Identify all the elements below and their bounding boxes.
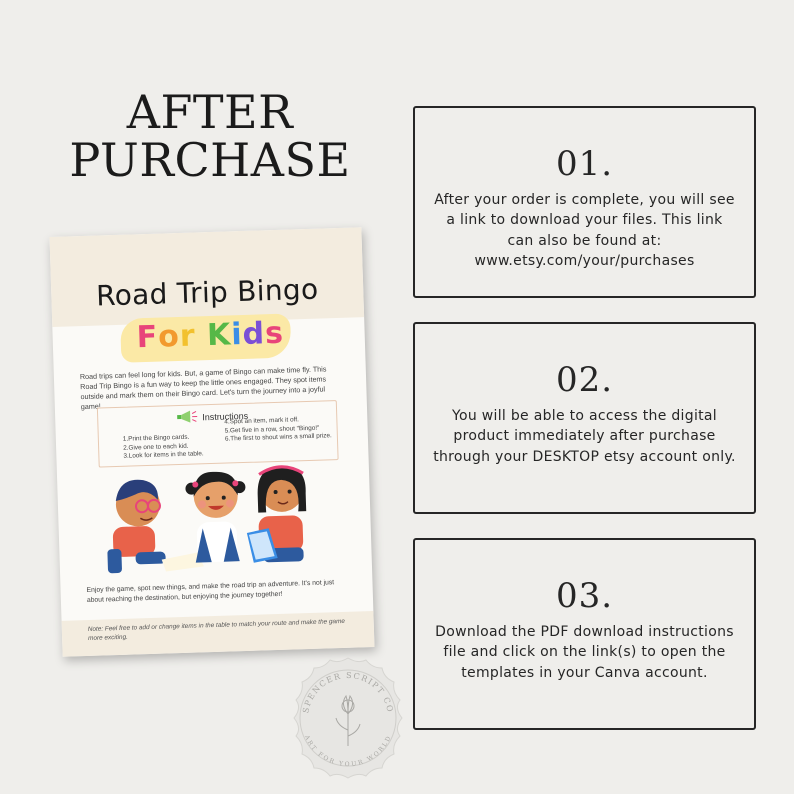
document-intro: Road trips can feel long for kids. But, a game of Bingo can make time fly. This Road Trip Bingo is a fun way to keep the little ones engaged. They spot items outside and mark them on their Bingo card. Let's turn the journey into a joyful game! [79,364,327,412]
instruction-item: 1.Print the Bingo cards. [122,433,190,443]
instruction-item: 3.Look for items in the table. [123,450,204,460]
subtitle-letter: d [242,316,266,352]
instruction-item: 5.Get five in a row, shout "Bingo!" [224,424,320,435]
step-card-2 [413,322,756,514]
subtitle-letter: K [206,317,232,354]
instruction-item: 6.The first to shout wins a small prize. [224,432,332,443]
step-number: 03. [555,576,614,616]
subtitle-letter: o [157,318,181,355]
bingo-document-preview [49,227,374,657]
stamp-top-text: SPENCER SCRIPT CO [301,670,395,714]
brand-stamp-logo [284,654,412,782]
subtitle-letter: F [136,319,159,356]
step-text: After your order is complete, you will see a link to download your files. This link can also be found at: www.etsy.com/your/purchases [434,192,735,270]
step-text: You will be able to access the digital product immediately after purchase through your DESKTOP etsy account only. [433,408,736,465]
step-number: 02. [555,360,614,400]
instructions-box [97,400,339,468]
megaphone-icon [176,409,198,424]
subtitle-letter: s [264,315,285,352]
document-title: Road Trip Bingo [95,272,319,313]
step-card-1 [413,106,756,298]
step-text: Download the PDF download instructions file and click on the link(s) to open the templates in your Canva account. [435,624,734,681]
step-card-3 [413,538,756,730]
document-note: Note: Feel free to add or change items in the table to match your route and make the game more exciting. [87,617,346,642]
instructions-left [123,433,204,461]
subtitle-letter: r [179,318,197,354]
instructions-title: Instructions [202,410,249,423]
instructions-right [224,415,332,444]
headline-line-1: AFTER [126,85,294,139]
document-outro: Enjoy the game, spot new things, and make the road trip an adventure. It's not just about reaching the destination, but enjoying the journey together! [86,579,335,604]
page-headline [60,85,360,187]
document-subtitle [136,316,284,356]
headline-line-2: PURCHASE [69,133,351,187]
instruction-item: 4.Spot an item, mark it off. [224,416,299,426]
subtitle-letter: i [230,316,244,353]
kids-illustration [97,458,340,575]
stamp-bottom-text: ART FOR YOUR WORLD [303,734,393,769]
step-number: 01. [555,144,614,184]
instruction-item: 2.Give one to each kid. [123,442,189,452]
